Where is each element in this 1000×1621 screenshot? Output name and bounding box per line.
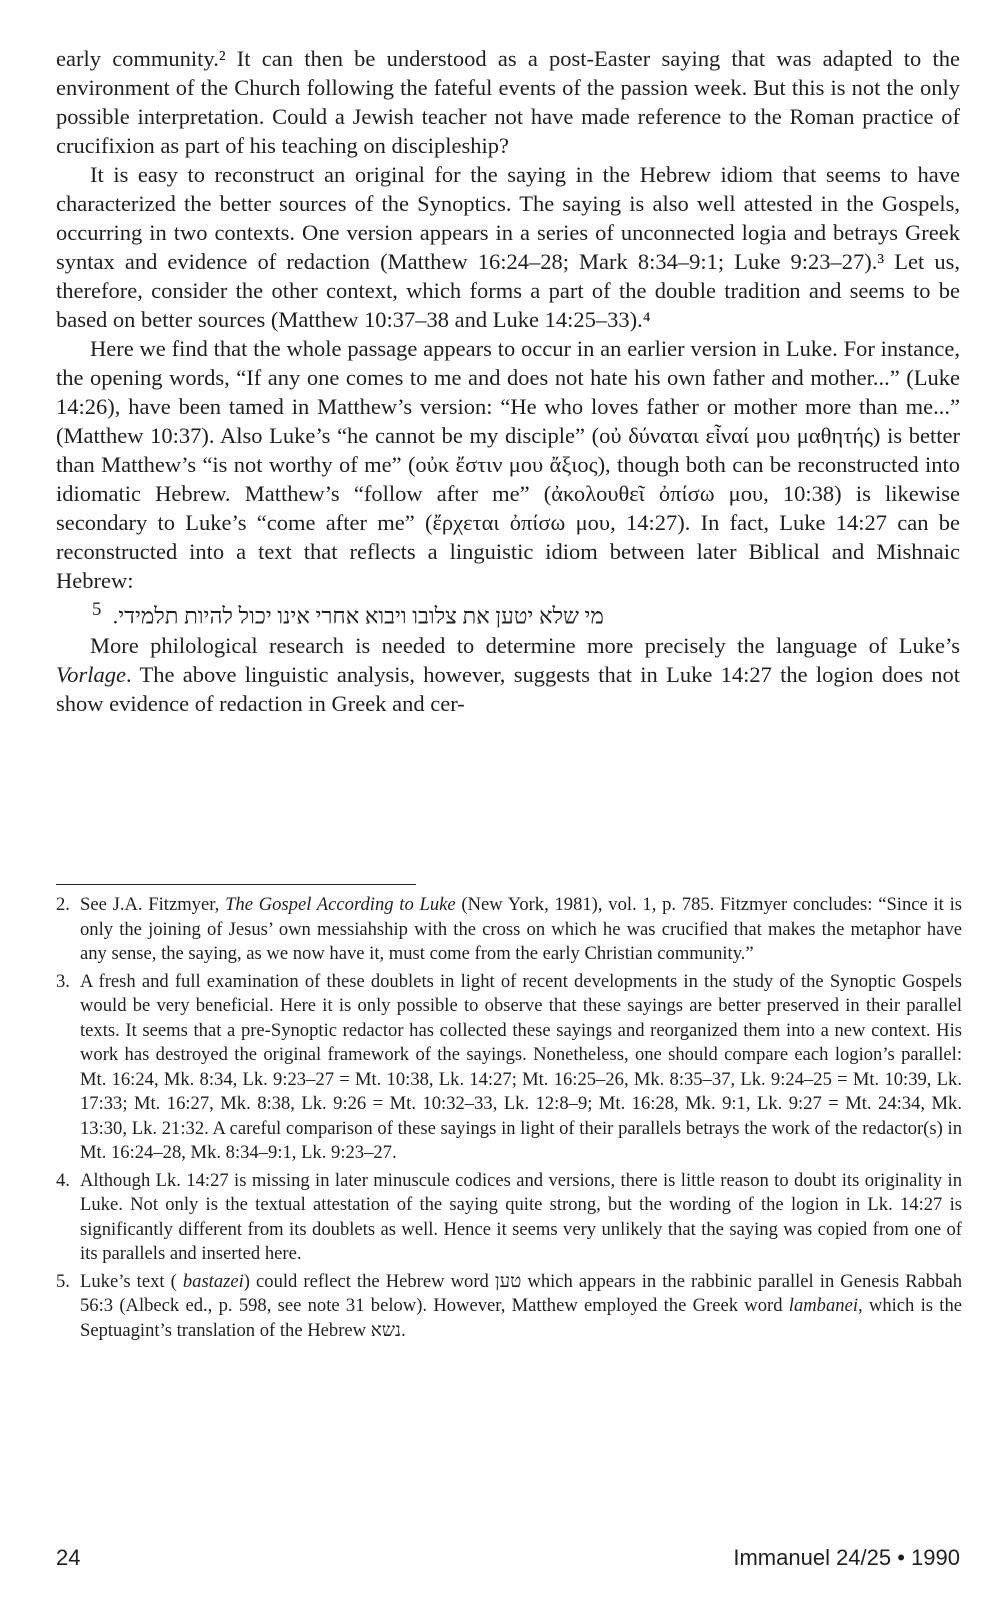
page-footer xyxy=(56,1545,960,1575)
footnote-5-text-a: Luke’s text ( xyxy=(80,1270,183,1292)
footnote-number: 4. xyxy=(56,1169,70,1191)
footnotes xyxy=(56,893,962,1346)
main-text xyxy=(56,44,960,718)
footnote-number: 2. xyxy=(56,894,70,915)
journal-citation: Immanuel 24/25 • 1990 xyxy=(733,1545,960,1570)
footnote-2 xyxy=(56,893,962,967)
footnote-5-italic-1: bastazei xyxy=(182,1270,244,1292)
footnote-text xyxy=(80,893,962,967)
hebrew-text: מי שלא יטען את צלובו ויבוא אחרי אינו יכול להיות תלמידי. xyxy=(112,603,604,629)
footnote-number: 3. xyxy=(56,970,70,992)
footnote-2-text-a: See J.A. Fitzmyer, xyxy=(80,894,226,915)
footnote-2-italic: The Gospel According to Luke xyxy=(225,894,456,915)
hebrew-reconstruction xyxy=(56,595,960,631)
footnote-5-italic-2: lambanei xyxy=(788,1295,858,1316)
footnote-5-text-b: ) could reflect the Hebrew word טען which appears in the rabbinic parallel in Genesis Rabbah 56:3 (Albeck ed., p. 598, see note 31 below). However, Matthew employed the Greek word xyxy=(80,1270,963,1316)
footnote-2-text-b: (New York, 1981), vol. 1, p. 785. Fitzmyer concludes: “Since it is only the joining of Jesus’ own messiahship with the cross on which he was crucified that makes the metaphor have any sense, the saying, as we now have it, must come from the early Christian community.” xyxy=(80,894,962,964)
paragraph-4-text-a: More philological research is needed to determine more precisely the language of Luke’s xyxy=(90,632,960,658)
paragraph-3: Here we find that the whole passage appears to occur in an earlier version in Luke. For instance, the opening words, “If any one comes to me and does not hate his own father and mother...” (Luke 14:26), have been tamed in Matthew’s version: “He who loves father or mother more than me...” (Matthew 10:37). Also Luke’s “he cannot be my disciple” (οὐ δύναται εἶναί μου μαθητής) is better than Matthew’s “is not worthy of me” (οὐκ ἔστιν μου ἄξιος), though both can be reconstructed into idiomatic Hebrew. Matthew’s “follow after me” (ἀκολουθεῖ ὀπίσω μου, 10:38) is likewise secondary to Luke’s “come after me” (ἔρχεται ὀπίσω μου, 14:27). In fact, Luke 14:27 can be reconstructed into a text that reflects a linguistic idiom between later Biblical and Mishnaic Hebrew: xyxy=(56,336,960,593)
footnote-5-text-c: , which is the Septuagint’s translation of the Hebrew נשא. xyxy=(80,1295,963,1341)
footnote-text: A fresh and full examination of these doublets in light of recent developments in the study of the Synoptic Gospels would be very beneficial. Here it is only possible to observe that these sayings are better preserved in their parallel texts. It seems that a pre-Synoptic redactor has collected these sayings and reorganized them into a new context. His work has destroyed the original framework of the sayings. Nonetheless, one should compare each logion’s parallel: Mt. 16:24, Mk. 8:34, Lk. 9:23–27 = Mt. 10:38, Lk. 14:27; Mt. 16:25–26, Mk. 8:35–37, Lk. 9:24–25 = Mt. 10:39, Lk. 17:33; Mt. 16:27, Mk. 8:38, Lk. 9:26 = Mt. 10:32–33, Lk. 12:8–9; Mt. 16:28, Mk. 9:1, Lk. 9:27 = Mt. 24:34, Mk. 13:30, Lk. 21:32. A careful comparison of these sayings in light of their parallels betrays the work of the redactor(s) in Mt. 16:24–28, Mk. 8:34–9:1, Lk. 9:23–27. xyxy=(80,970,962,1163)
paragraph-4-italic: Vorlage xyxy=(56,661,126,687)
footnote-text xyxy=(80,1270,962,1344)
footnote-ref-5: 5 xyxy=(92,599,102,620)
paragraph-1: early community.² It can then be understood as a post-Easter saying that was adapted to the environment of the Church following the fateful events of the passion week. But this is not the only possible interpretation. Could a Jewish teacher not have made reference to the Roman practice of crucifixion as part of his teaching on discipleship? xyxy=(56,46,960,158)
footnote-divider xyxy=(56,884,416,885)
page-number: 24 xyxy=(56,1545,81,1570)
footnote-number: 5. xyxy=(56,1270,70,1292)
footnote-text: Although Lk. 14:27 is missing in later minuscule codices and versions, there is little reason to doubt its originality in Luke. Not only is the textual attestation of the saying quite strong, but the wording of the logion in Lk. 14:27 is significantly different from its doublets as well. Hence it seems very unlikely that the saying was copied from one of its parallels and inserted here. xyxy=(80,1169,962,1264)
paragraph-4 xyxy=(56,631,960,718)
footnote-4 xyxy=(56,1169,962,1267)
paragraph-2: It is easy to reconstruct an original for the saying in the Hebrew idiom that seems to have characterized the better sources of the Synoptics. The saying is also well attested in the Gospels, occurring in two contexts. One version appears in a series of unconnected logia and betrays Greek syntax and evidence of redaction (Matthew 16:24–28; Mark 8:34–9:1; Luke 9:23–27).³ Let us, therefore, consider the other context, which forms a part of the double tradition and seems to be based on better sources (Matthew 10:37–38 and Luke 14:25–33).⁴ xyxy=(56,162,960,332)
footnote-3 xyxy=(56,970,962,1166)
footnote-5 xyxy=(56,1270,962,1344)
paragraph-4-text-b: . The above linguistic analysis, however, suggests that in Luke 14:27 the logion does not show evidence of redaction in Greek and cer- xyxy=(56,661,960,716)
